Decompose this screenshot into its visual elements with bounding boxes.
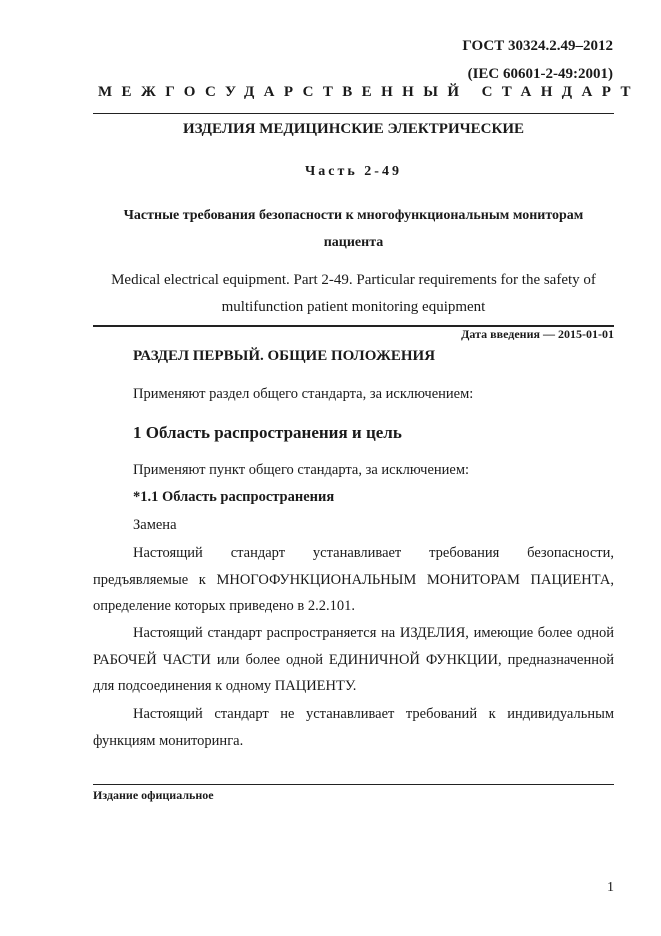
introduction-date: Дата введения — 2015-01-01 xyxy=(461,327,614,341)
standard-number: ГОСТ 30324.2.49–2012 xyxy=(462,38,613,54)
subtitle-russian: Частные требования безопасности к многофункциональным мониторам пациента xyxy=(123,208,584,250)
footer-divider xyxy=(93,784,614,785)
paragraph-scope: Настоящий стандарт устанавливает требования безопасности, предъявляемые к МНОГОФУНКЦИОНАЛЬНЫМ МОНИТОРАМ ПАЦИЕНТА, определение которых приведено в 2.2.101. xyxy=(93,545,614,614)
part-label: Часть 2-49 xyxy=(305,164,402,179)
subclause-1-1-heading: *1.1 Область распространения xyxy=(133,489,335,505)
paragraph-applicability: Настоящий стандарт распространяется на ИЗДЕЛИЯ, имеющие более одной РАБОЧЕЙ ЧАСТИ или более одной ЕДИНИЧНОЙ ФУНКЦИИ, предназначенной для подсоединения к одному ПАЦИЕНТУ. xyxy=(93,625,614,694)
iec-reference: (IEC 60601-2-49:2001) xyxy=(467,66,613,82)
clause-1-heading: 1 Область распространения и цель xyxy=(133,423,402,442)
replacement-label: Замена xyxy=(133,517,177,533)
clause-1-applies-text: Применяют пункт общего стандарта, за исключением: xyxy=(133,462,470,478)
section-heading: РАЗДЕЛ ПЕРВЫЙ. ОБЩИЕ ПОЛОЖЕНИЯ xyxy=(133,348,436,364)
official-edition-note: Издание официальное xyxy=(93,788,214,802)
title-english: Medical electrical equipment. Part 2-49. Particular requirements for the safety of multifunction patient monitoring equipment xyxy=(111,272,596,315)
page-number: 1 xyxy=(607,880,614,895)
paragraph-exclusion: Настоящий стандарт не устанавливает требований к индивидуальным функциям мониторинга. xyxy=(93,706,614,749)
interstate-standard-label: МЕЖГОСУДАРСТВЕННЫЙ СТАНДАРТ xyxy=(98,84,640,100)
section-applies-text: Применяют раздел общего стандарта, за исключением: xyxy=(133,386,474,402)
document-title: ИЗДЕЛИЯ МЕДИЦИНСКИЕ ЭЛЕКТРИЧЕСКИЕ xyxy=(182,121,525,137)
top-divider xyxy=(93,113,614,114)
